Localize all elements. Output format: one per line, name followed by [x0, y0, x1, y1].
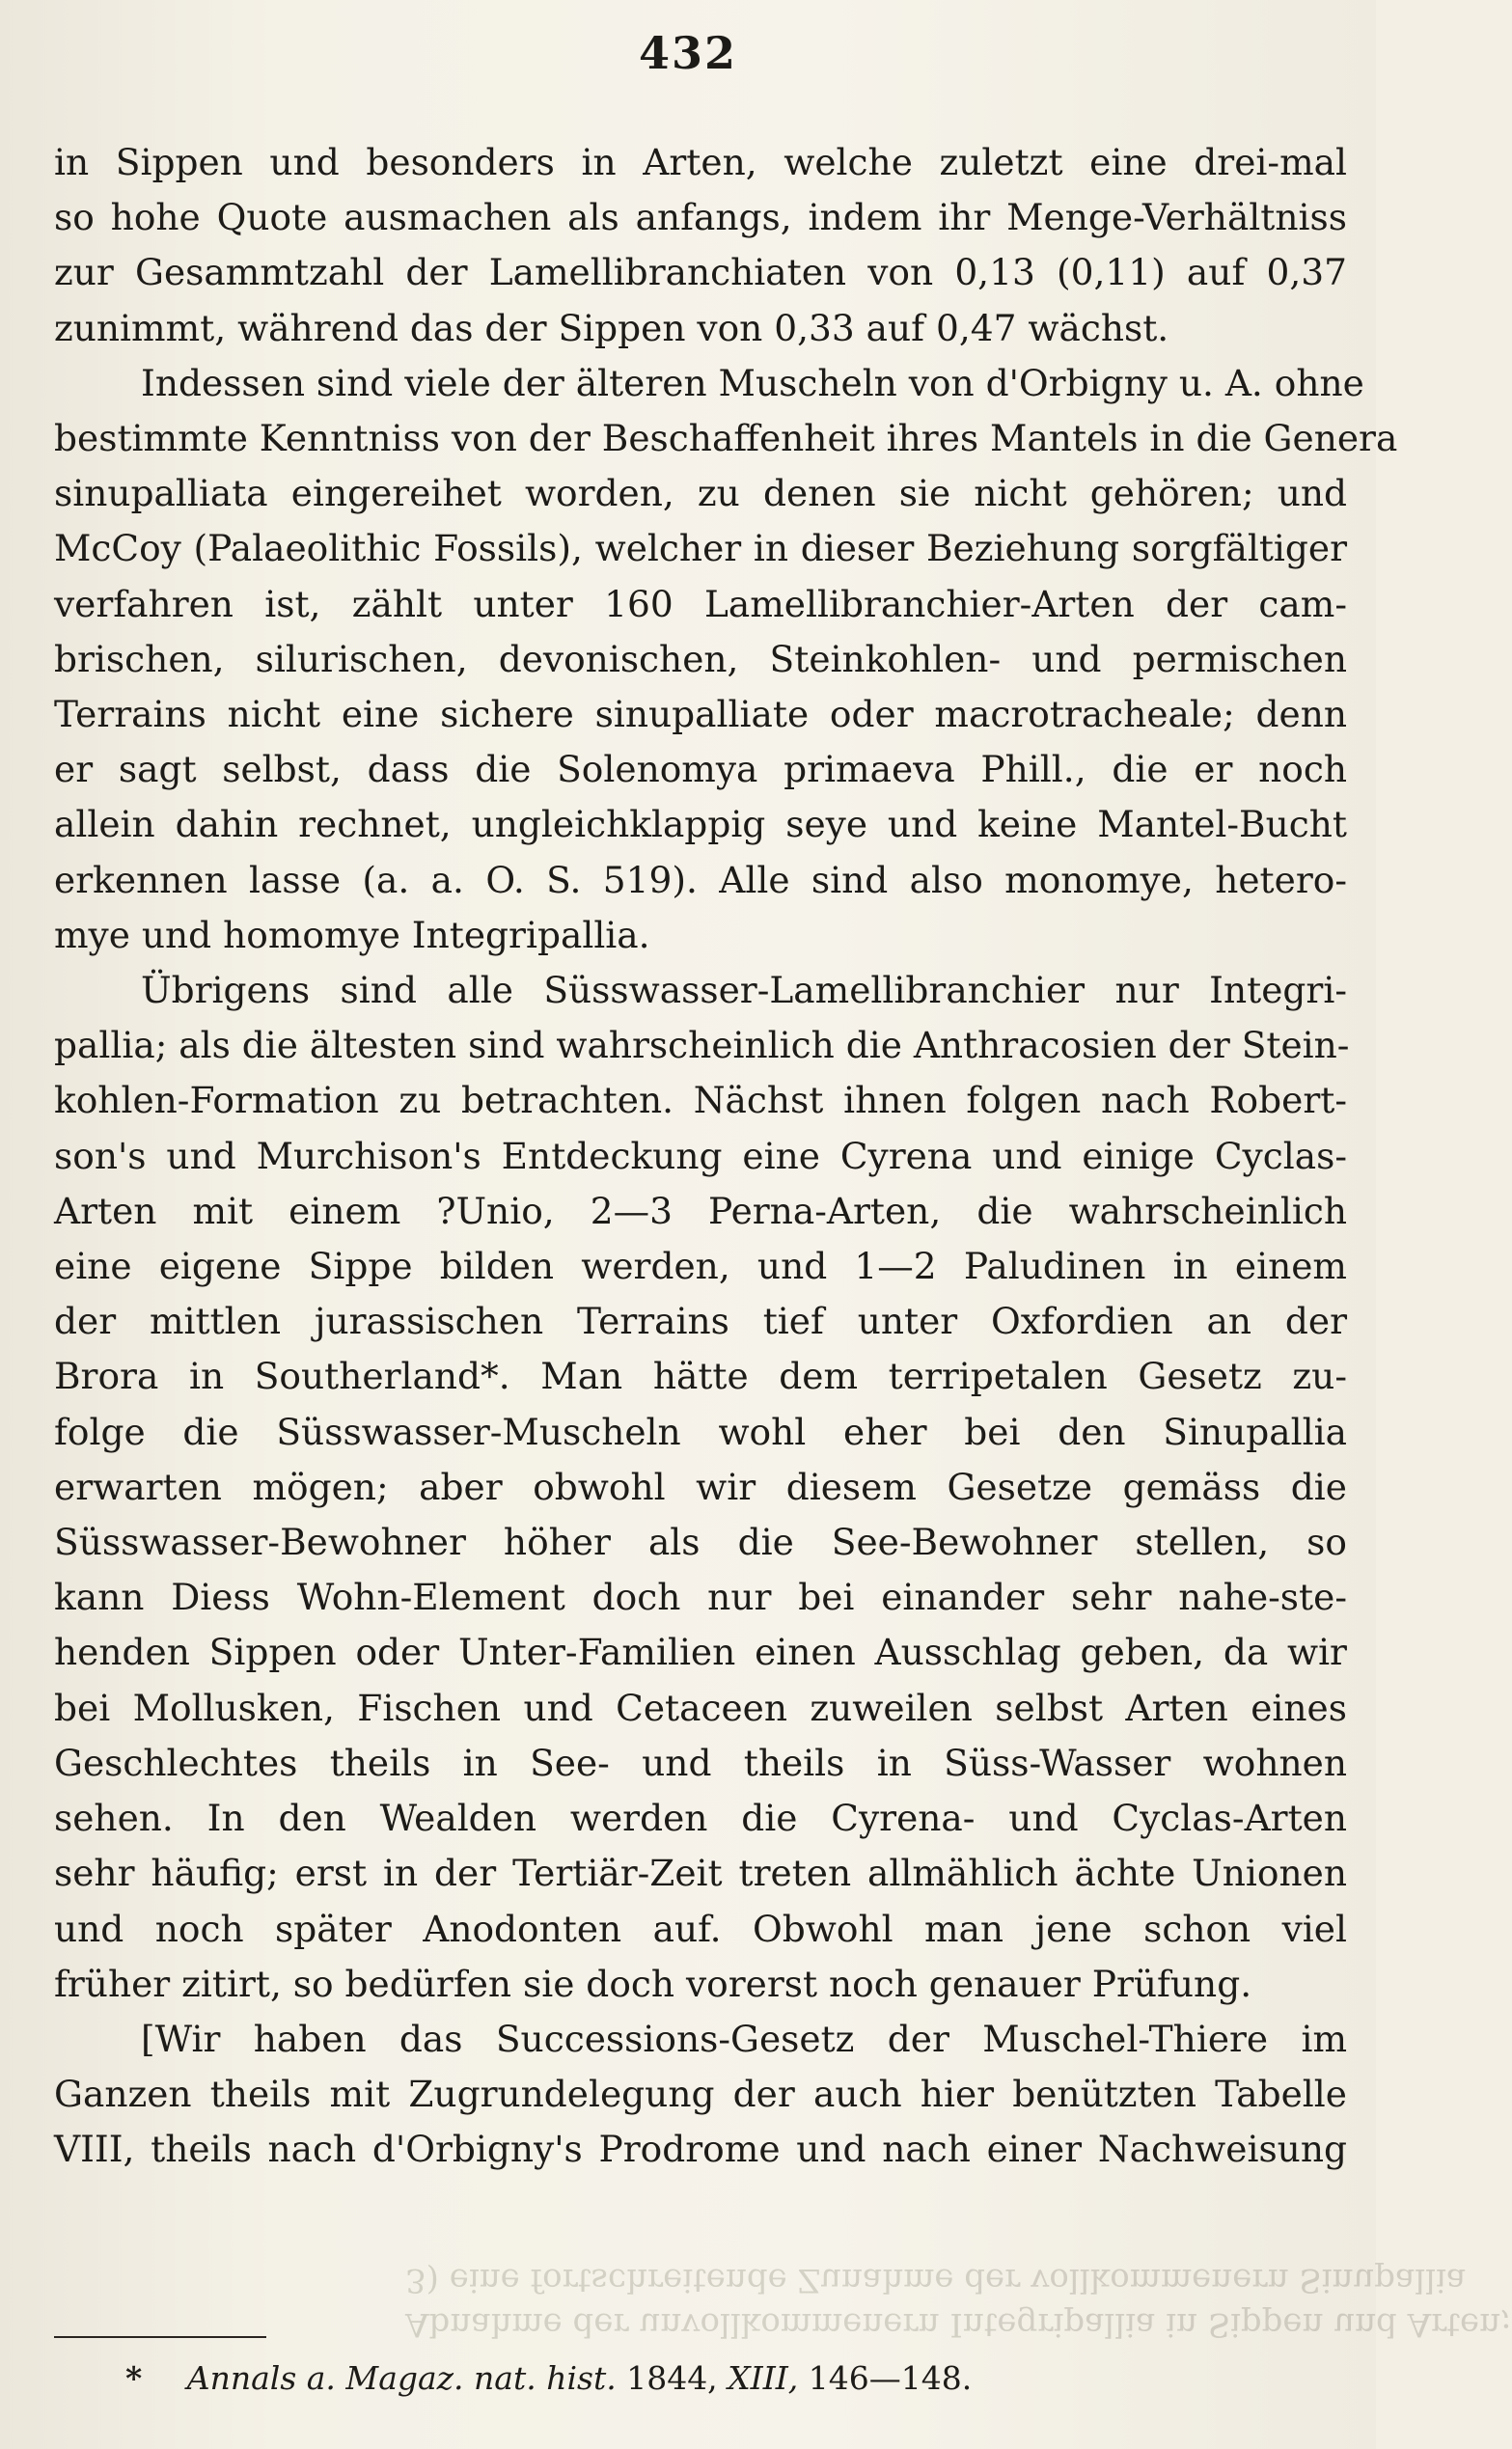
text-line: Arten mit einem ?Unio, 2—3 Perna-Arten, die wahrscheinlich: [54, 1189, 1347, 1232]
text-line: erkennen lasse (a. a. O. S. 519). Alle sind also monomye, hetero-: [54, 858, 1347, 901]
body-text: [54, 135, 1398, 2178]
text-line: sinupalliata eingereihet worden, zu denen sie nicht gehören; und: [54, 472, 1347, 515]
text-line: Süsswasser-Bewohner höher als die See-Bewohner stellen, so: [54, 1521, 1347, 1564]
text-line: zunimmt, während das der Sippen von 0,33 auf 0,47 wächst.: [54, 306, 1169, 349]
text-line: früher zitirt, so bedürfen sie doch vorerst noch genauer Prüfung.: [54, 1962, 1252, 2005]
bleed-line: Abnahme der unvollkommenern Integripallia in Sippen und Arten;: [405, 2305, 1512, 2344]
text-line: Übrigens sind alle Süsswasser-Lamellibranchier nur Integri-: [141, 969, 1347, 1012]
text-line: VIII, theils nach d'Orbigny's Prodrome und nach einer Nachweisung: [54, 2128, 1347, 2171]
text-line: Brora in Southerland*. Man hätte dem terripetalen Gesetz zu-: [54, 1355, 1347, 1398]
text-line: eine eigene Sippe bilden werden, und 1—2 Paludinen in einem: [54, 1245, 1347, 1288]
text-line: mye und homomye Integripallia.: [54, 913, 650, 956]
bleed-line: 3) eine fortschreitende Zunahme der vollkommenern Sinupallia: [405, 2261, 1467, 2299]
text-line: McCoy (Palaeolithic Fossils), welcher in dieser Beziehung sorgfältiger: [54, 527, 1347, 570]
text-line: er sagt selbst, dass die Solenomya primaeva Phill., die er noch: [54, 748, 1347, 791]
footnote-volume: XIII,: [728, 2359, 799, 2397]
page-number: 432: [638, 27, 738, 79]
text-line: kohlen-Formation zu betrachten. Nächst ihnen folgen nach Robert-: [54, 1079, 1347, 1122]
text-line: bestimmte Kenntniss von der Beschaffenheit ihres Mantels in die Genera: [54, 417, 1398, 460]
text-line: allein dahin rechnet, ungleichklappig seye und keine Mantel-Bucht: [54, 803, 1347, 846]
text-line: so hohe Quote ausmachen als anfangs, indem ihr Menge-Verhältniss: [54, 196, 1347, 239]
text-line: erwarten mögen; aber obwohl wir diesem Gesetze gemäss die: [54, 1465, 1347, 1508]
text-line: bei Mollusken, Fischen und Cetaceen zuweilen selbst Arten eines: [54, 1686, 1347, 1729]
text-line: pallia; als die ältesten sind wahrscheinlich die Anthracosien der Stein-: [54, 1024, 1350, 1067]
text-line: Indessen sind viele der älteren Muscheln von d'Orbigny u. A. ohne: [141, 361, 1364, 404]
text-line: henden Sippen oder Unter-Familien einen Ausschlag geben, da wir: [54, 1631, 1347, 1674]
text-line: sehr häufig; erst in der Tertiär-Zeit treten allmählich ächte Unionen: [54, 1852, 1347, 1895]
text-line: verfahren ist, zählt unter 160 Lamellibranchier-Arten der cam-: [54, 582, 1347, 625]
text-line: zur Gesammtzahl der Lamellibranchiaten von 0,13 (0,11) auf 0,37: [54, 251, 1347, 294]
text-line: folge die Süsswasser-Muscheln wohl eher bei den Sinupallia: [54, 1410, 1347, 1453]
text-line: Terrains nicht eine sichere sinupalliate oder macrotracheale; denn: [54, 693, 1347, 736]
text-line: sehen. In den Wealden werden die Cyrena- und Cyclas-Arten: [54, 1797, 1347, 1840]
footnote: [125, 2359, 972, 2398]
text-line: der mittlen jurassischen Terrains tief unter Oxfordien an der: [54, 1300, 1347, 1343]
text-line: in Sippen und besonders in Arten, welche zuletzt eine drei-mal: [54, 141, 1347, 183]
text-line: kann Diess Wohn-Element doch nur bei einander sehr nahe-ste-: [54, 1576, 1347, 1619]
footnote-pages: 146—148.: [808, 2359, 973, 2397]
footnote-year: 1844,: [626, 2359, 718, 2397]
text-line: und noch später Anodonten auf. Obwohl man jene schon viel: [54, 1907, 1347, 1950]
text-line: [Wir haben das Successions-Gesetz der Muschel-Thiere im: [141, 2017, 1347, 2060]
text-line: son's und Murchison's Entdeckung eine Cyrena und einige Cyclas-: [54, 1134, 1347, 1177]
text-line: Ganzen theils mit Zugrundelegung der auch hier benützten Tabelle: [54, 2073, 1347, 2116]
footnote-marker: *: [125, 2359, 143, 2397]
text-line: Geschlechtes theils in See- und theils in Süss-Wasser wohnen: [54, 1741, 1347, 1784]
text-line: brischen, silurischen, devonischen, Steinkohlen- und permischen: [54, 637, 1347, 680]
footnote-rule: [54, 2336, 266, 2338]
bleed-through-text: [405, 2258, 1512, 2347]
footnote-source: Annals a. Magaz. nat. hist.: [186, 2359, 617, 2397]
